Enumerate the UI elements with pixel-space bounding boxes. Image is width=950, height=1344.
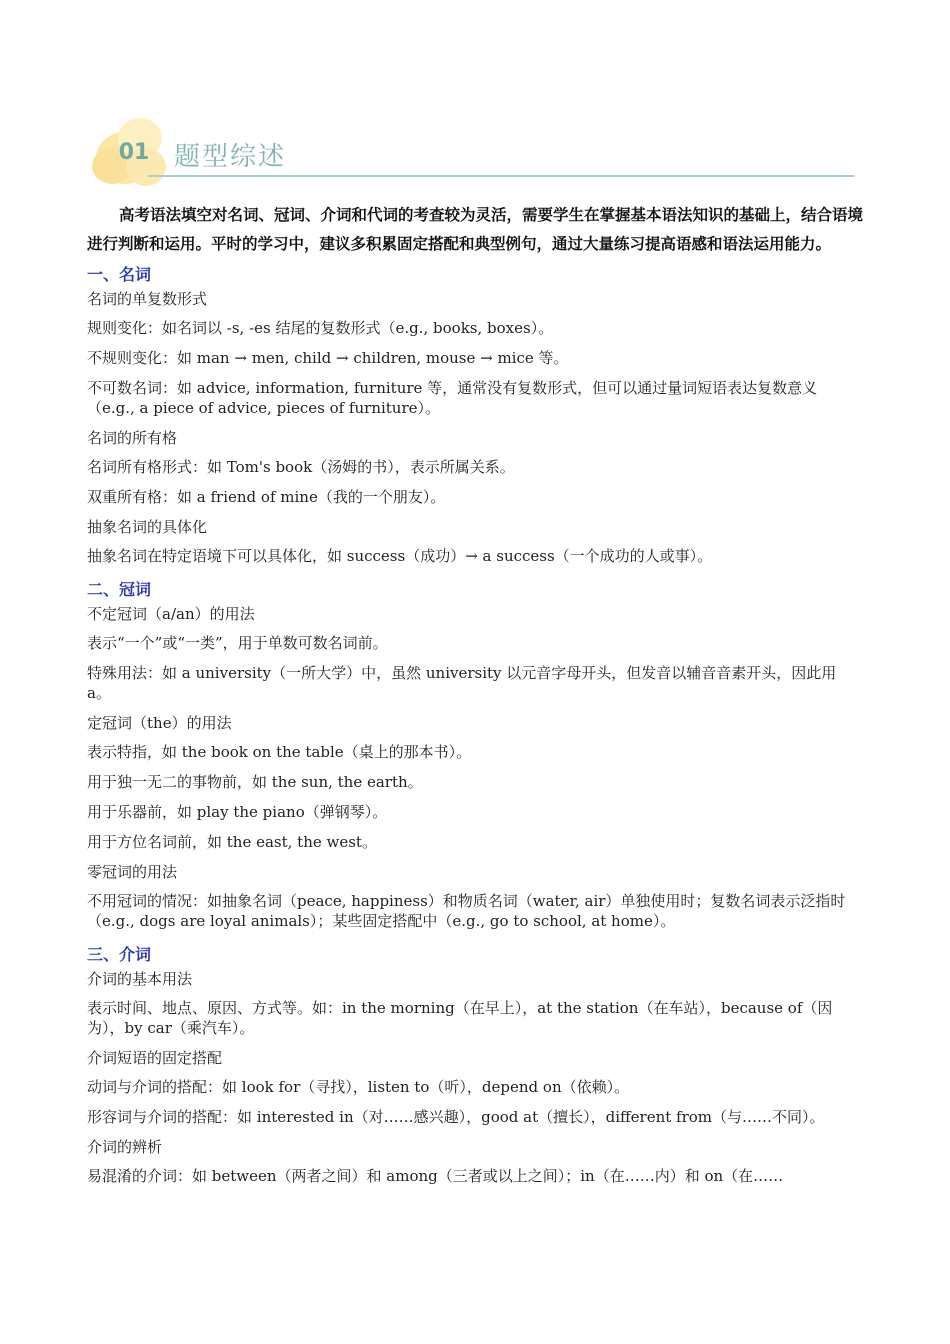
noun-paragraph: 名词所有格形式：如 Tom's book（汤姆的书），表示所属关系。 — [87, 458, 515, 476]
noun-subheading-plural: 名词的单复数形式 — [87, 290, 208, 308]
noun-subheading-abstract: 抽象名词的具体化 — [87, 518, 208, 536]
article-subheading-definite: 定冠词（the）的用法 — [87, 714, 232, 732]
article-paragraph: 用于乐器前，如 play the piano（弹钢琴）。 — [87, 803, 388, 821]
noun-paragraph: 双重所有格：如 a friend of mine（我的一个朋友）。 — [87, 488, 446, 506]
heading-noun: 一、名词 — [87, 265, 152, 284]
preposition-paragraph: 表示时间、地点、原因、方式等。如：in the morning（在早上），at the station（在车站），because of（因为），by car（乘汽车）。 — [87, 999, 833, 1037]
article-paragraph: 表示“一个”或“一类”，用于单数可数名词前。 — [87, 634, 388, 652]
noun-paragraph: 抽象名词在特定语境下可以具体化，如 success（成功）→ a success（一个成功的人或事）。 — [87, 547, 713, 565]
preposition-subheading-distinction: 介词的辨析 — [87, 1138, 163, 1156]
heading-preposition: 三、介词 — [87, 945, 152, 964]
noun-paragraph: 规则变化：如名词以 -s, -es 结尾的复数形式（e.g., books, boxes）。 — [87, 319, 554, 337]
article-subheading-zero: 零冠词的用法 — [87, 863, 178, 881]
title-underline-divider — [148, 175, 854, 177]
preposition-subheading-basic: 介词的基本用法 — [87, 970, 193, 988]
article-paragraph: 用于方位名词前，如 the east, the west。 — [87, 833, 377, 851]
heading-article: 二、冠词 — [87, 580, 152, 599]
noun-paragraph: 不可数名词：如 advice, information, furniture 等，通常没有复数形式，但可以通过量词短语表达复数意义（e.g., a piece of advice, pieces of furniture）。 — [87, 379, 818, 417]
document-body — [87, 201, 863, 1196]
section-number: 01 — [118, 140, 150, 165]
preposition-paragraph: 形容词与介词的搭配：如 interested in（对……感兴趣），good at（擅长），different from（与……不同）。 — [87, 1108, 825, 1126]
section-header — [92, 118, 854, 190]
intro-paragraph: 高考语法填空对名词、冠词、介词和代词的考查较为灵活，需要学生在掌握基本语法知识的基础上，结合语境进行判断和运用。平时的学习中，建议多积累固定搭配和典型例句，通过大量练习提高语感和语法运用能力。 — [87, 206, 864, 253]
article-subheading-indefinite: 不定冠词（a/an）的用法 — [87, 605, 255, 623]
article-paragraph: 特殊用法：如 a university（一所大学）中，虽然 university 以元音字母开头，但发音以辅音音素开头，因此用 a。 — [87, 664, 837, 702]
preposition-paragraph: 动词与介词的搭配：如 look for（寻找），listen to（听），depend on（依赖）。 — [87, 1078, 630, 1096]
article-paragraph: 不用冠词的情况：如抽象名词（peace, happiness）和物质名词（water, air）单独使用时；复数名词表示泛指时（e.g., dogs are loyal animals）；某些固定搭配中（e.g., go to school, at home）。 — [87, 892, 846, 930]
noun-paragraph: 不规则变化：如 man → men, child → children, mouse → mice 等。 — [87, 349, 569, 367]
preposition-paragraph: 易混淆的介词：如 between（两者之间）和 among（三者或以上之间）；in（在……内）和 on（在…… — [87, 1167, 784, 1185]
section-title: 题型综述 — [174, 142, 287, 172]
noun-subheading-possessive: 名词的所有格 — [87, 429, 178, 447]
article-paragraph: 表示特指，如 the book on the table（桌上的那本书）。 — [87, 743, 472, 761]
article-paragraph: 用于独一无二的事物前，如 the sun, the earth。 — [87, 773, 423, 791]
section-number-badge — [92, 118, 168, 188]
preposition-subheading-collocation: 介词短语的固定搭配 — [87, 1049, 223, 1067]
